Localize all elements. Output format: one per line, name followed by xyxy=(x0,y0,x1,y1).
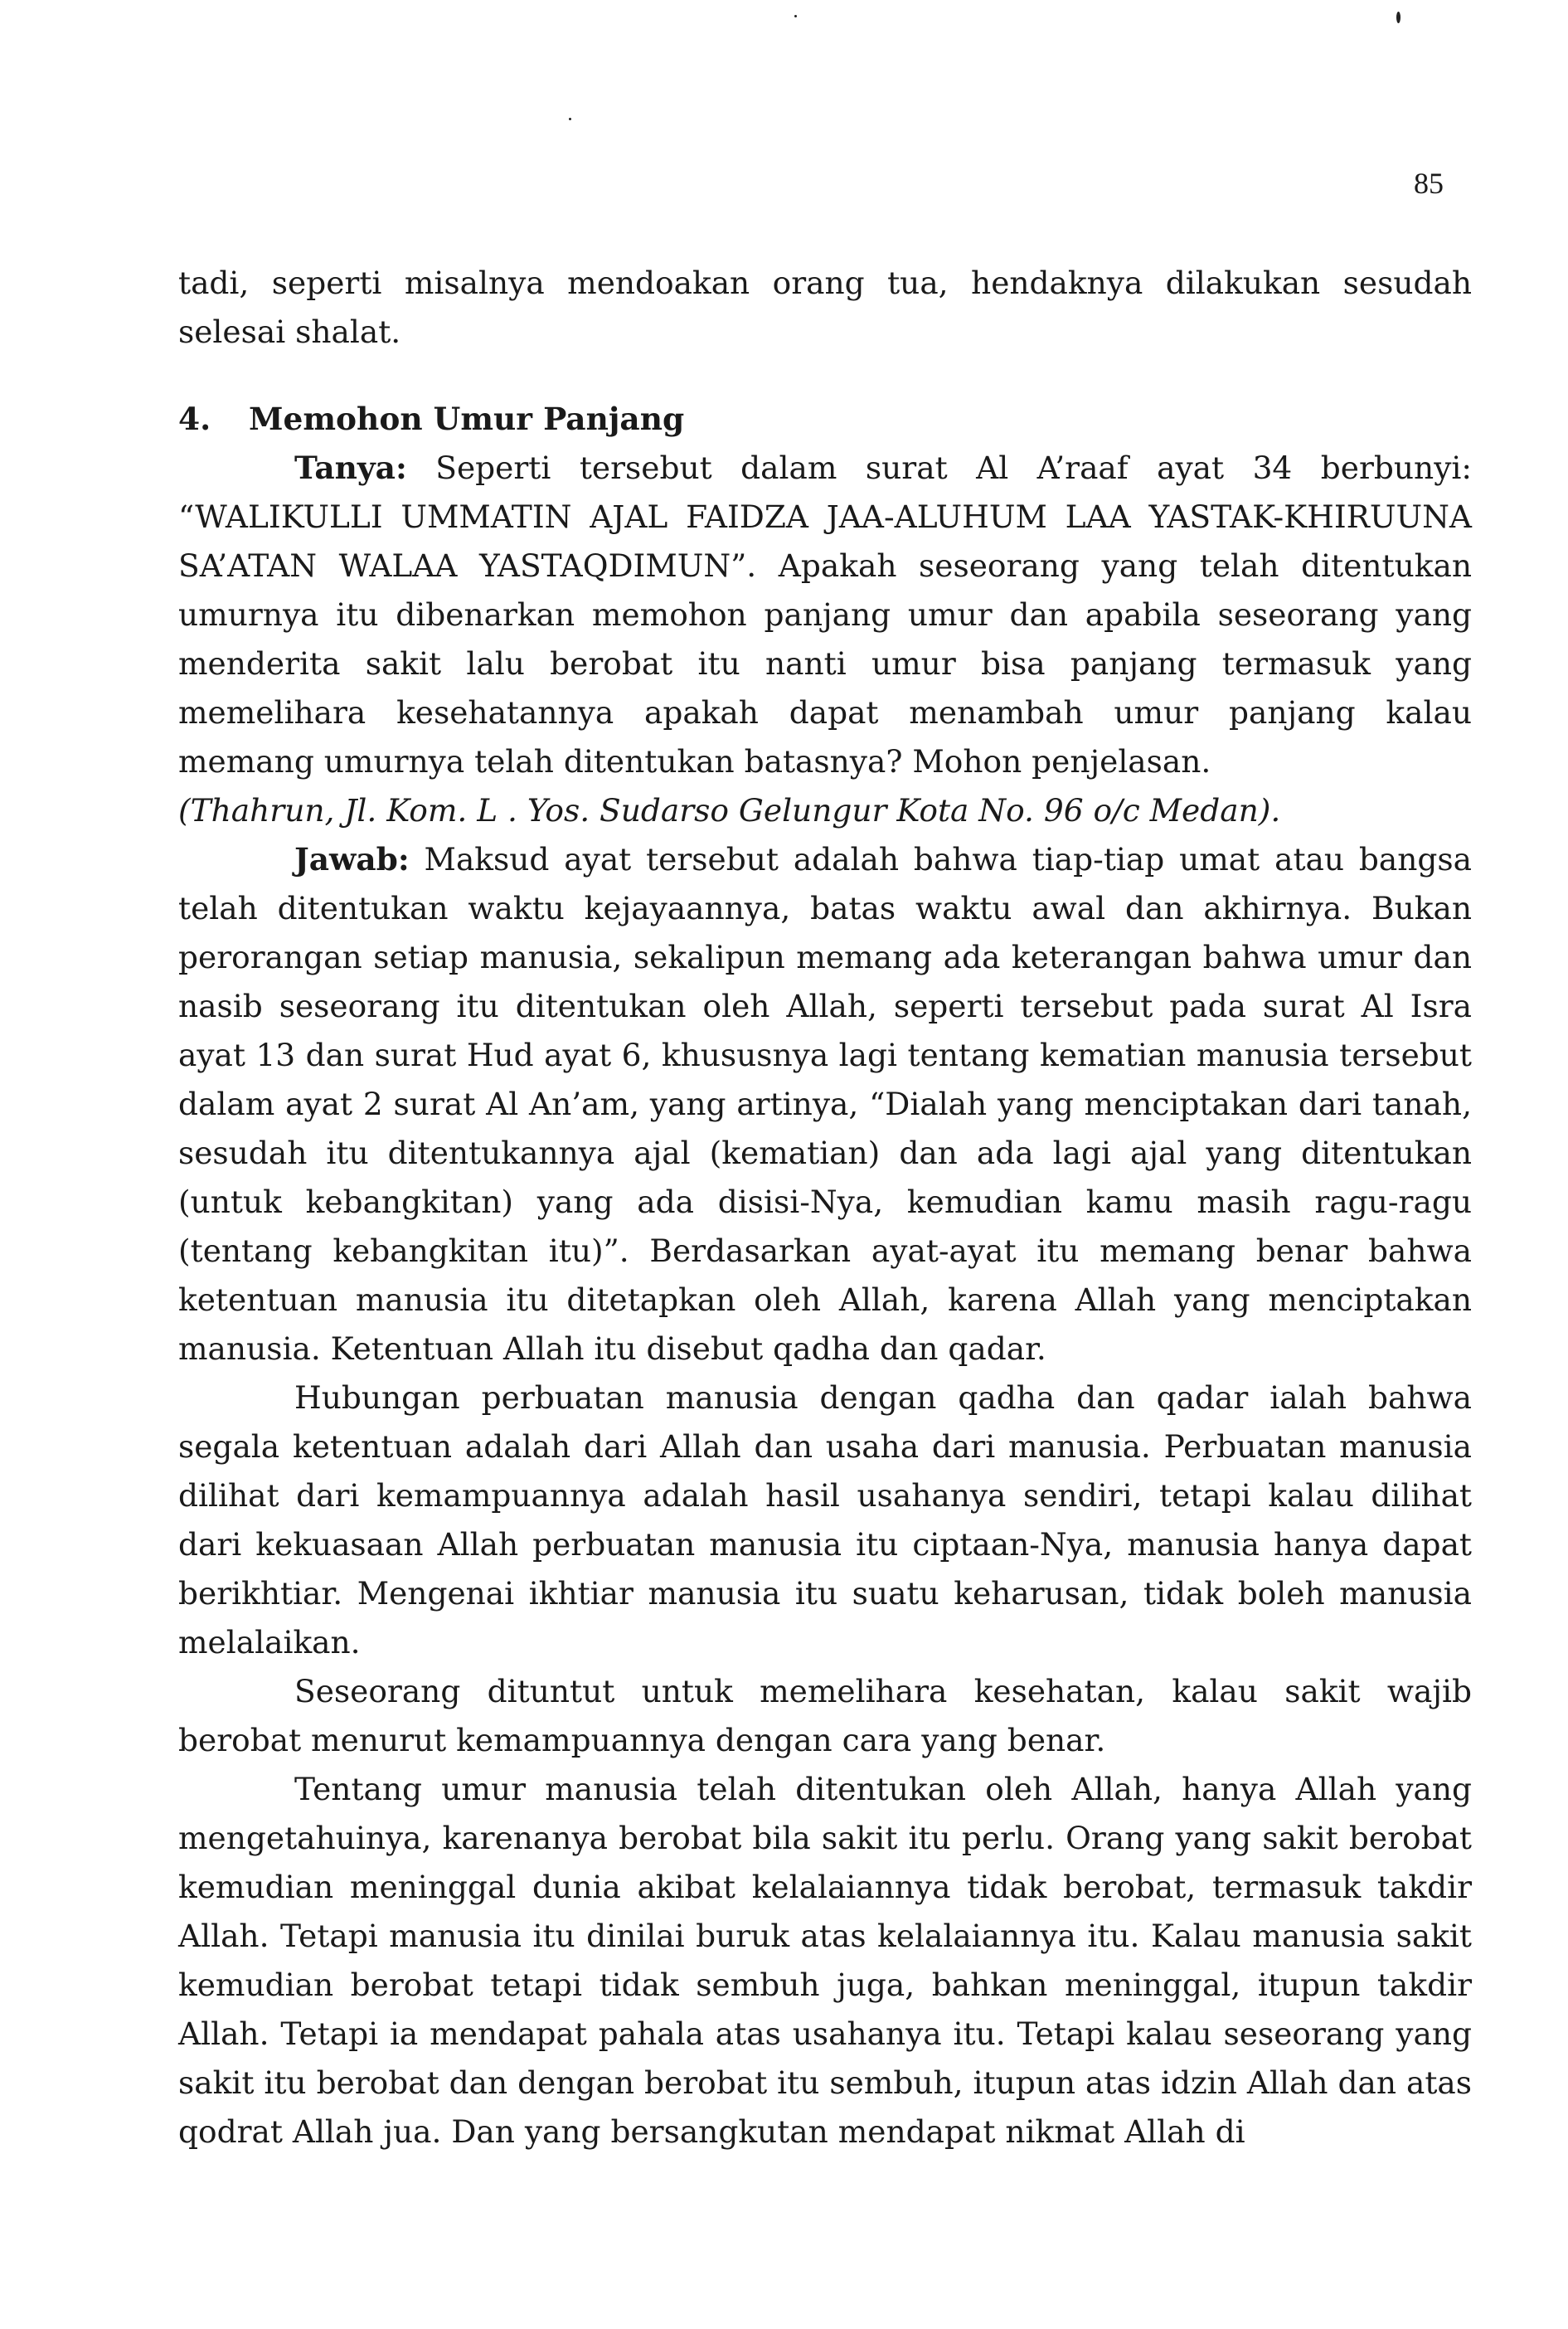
question-paragraph xyxy=(178,444,1472,786)
scan-speck xyxy=(1396,12,1401,23)
answer-label: Jawab: xyxy=(294,841,410,878)
scan-speck xyxy=(569,118,571,120)
page-body xyxy=(178,259,1472,2156)
section-title: Memohon Umur Panjang xyxy=(249,401,685,437)
body-paragraph-1: Hubungan perbuatan manusia dengan qadha dan qadar ialah bahwa segala ketentuan adalah dari Allah dan usaha dari manusia. Perbuatan manusia dilihat dari kemampuannya adalah hasil usahanya sendiri, tetapi kalau dilihat dari kekuasaan Allah perbuatan manusia itu ciptaan-Nya, manusia hanya dapat berikhtiar. Mengenai ikhtiar manusia itu suatu keharusan, tidak boleh manusia melalaikan. xyxy=(178,1379,1472,1660)
answer-text: Maksud ayat tersebut adalah bahwa tiap-tiap umat atau bangsa telah ditentukan waktu kejayaannya, batas waktu awal dan akhirnya. Bukan perorangan setiap manusia, sekalipun memang ada keterangan bahwa umur dan nasib seseorang itu ditentukan oleh Allah, seperti tersebut pada surat Al Isra ayat 13 dan surat Hud ayat 6, khususnya lagi tentang kematian manusia tersebut dalam ayat 2 surat Al An’am, yang artinya, “Dialah yang menciptakan dari tanah, sesudah itu ditentukannya ajal (kematian) dan ada lagi ajal yang ditentukan (untuk kebangkitan) yang ada disisi-Nya, kemudian kamu masih ragu-ragu (tentang kebangkitan itu)”. Berdasarkan ayat-ayat itu memang benar bahwa ketentuan manusia itu ditetapkan oleh Allah, karena Allah yang menciptakan manusia. Ketentuan Allah itu disebut qadha dan qadar. xyxy=(178,841,1472,1367)
body-paragraph-3: Tentang umur manusia telah ditentukan oleh Allah, hanya Allah yang mengetahuinya, karenanya berobat bila sakit itu perlu. Orang yang sakit berobat kemudian meninggal dunia akibat kelalaiannya tidak berobat, termasuk takdir Allah. Tetapi manusia itu dinilai buruk atas kelalaiannya itu. Kalau manusia sakit kemudian berobat tetapi tidak sembuh juga, bahkan meninggal, itupun takdir Allah. Tetapi ia mendapat pahala atas usahanya itu. Tetapi kalau seseorang yang sakit itu berobat dan dengan berobat itu sembuh, itupun atas idzin Allah dan atas qodrat Allah jua. Dan yang bersangkutan mendapat nikmat Allah di xyxy=(178,1771,1472,2150)
body-paragraph-2: Seseorang dituntut untuk memelihara kesehatan, kalau sakit wajib berobat menurut kemampuannya dengan cara yang benar. xyxy=(178,1673,1472,1758)
section-heading xyxy=(178,395,1472,444)
page-number: 85 xyxy=(1414,167,1444,200)
section-number: 4. xyxy=(178,401,211,437)
question-sender: (Thahrun, Jl. Kom. L . Yos. Sudarso Gelungur Kota No. 96 o/c Medan). xyxy=(178,792,1281,829)
question-label: Tanya: xyxy=(294,450,407,486)
scan-speck xyxy=(794,15,797,17)
opening-paragraph: tadi, seperti misalnya mendoakan orang tua, hendaknya dilakukan sesudah selesai shalat. xyxy=(178,265,1472,350)
paragraph-spacer xyxy=(178,357,1472,395)
question-text: Seperti tersebut dalam surat Al A’raaf ayat 34 berbunyi: “WALIKULLI UMMATIN AJAL FAIDZA JAA-ALUHUM LAA YASTAK-KHIRUUNA SA’ATAN WALAA YASTAQDIMUN”. Apakah seseorang yang telah ditentukan umurnya itu dibenarkan memohon panjang umur dan apabila seseorang yang menderita sakit lalu berobat itu nanti umur bisa panjang termasuk yang memelihara kesehatannya apakah dapat menambah umur panjang kalau memang umurnya telah ditentukan batasnya? Mohon penjelasan. xyxy=(178,450,1473,780)
answer-paragraph xyxy=(178,835,1472,1374)
